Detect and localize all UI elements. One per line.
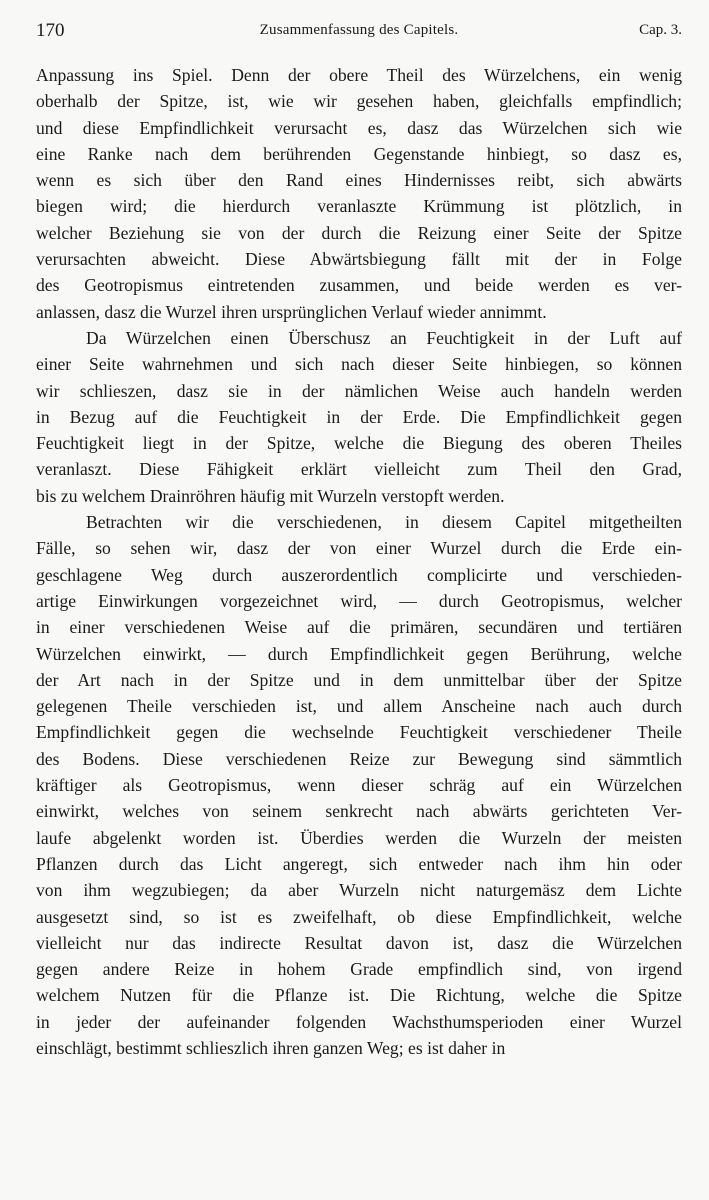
text-line: wenn es sich über den Rand eines Hindernisses reibt, sich abwärts: [36, 170, 682, 191]
text-line: vielleicht nur das indirecte Resultat davon ist, dasz die Würzelchen: [36, 932, 682, 953]
text-line: von ihm wegzubiegen; da aber Wurzeln nicht naturgemäsz dem Lichte: [36, 880, 682, 901]
text-line: Da Würzelchen einen Überschusz an Feuchtigkeit in der Luft auf: [86, 327, 682, 348]
text-line: Anpassung ins Spiel. Denn der obere Theil des Würzelchens, ein wenig: [36, 65, 682, 85]
text-line: einschlägt, bestimmt schlieszlich ihren ganzen Weg; es ist daher in: [36, 1037, 506, 1058]
text-line: Feuchtigkeit liegt in der Spitze, welche die Biegung des oberen Theiles: [36, 433, 682, 454]
chapter-label: Cap. 3.: [639, 22, 682, 38]
text-line: wir schlieszen, dasz sie in der nämlichen Weise auch handeln werden: [36, 380, 682, 401]
text-line: der Art nach in der Spitze und in dem unmittelbar über der Spitze: [36, 669, 682, 690]
text-line: bis zu welchem Drainröhren häufig mit Wurzeln verstopft werden.: [36, 485, 505, 506]
text-line: eine Ranke nach dem berührenden Gegenstande hinbiegt, so dasz es,: [36, 143, 682, 164]
text-line: einer Seite wahrnehmen und sich nach dieser Seite hinbiegen, so können: [36, 354, 682, 375]
text-line: oberhalb der Spitze, ist, wie wir gesehen haben, gleichfalls empfindlich;: [36, 91, 682, 112]
text-line: und diese Empfindlichkeit verursacht es, dasz das Würzelchen sich wie: [36, 117, 682, 138]
text-line: in Bezug auf die Feuchtigkeit in der Erde. Die Empfindlichkeit gegen: [36, 406, 682, 427]
running-title: Zusammenfassung des Capitels.: [259, 22, 459, 38]
text-line: Empfindlichkeit gegen die wechselnde Feuchtigkeit verschiedener Theile: [36, 722, 682, 743]
text-line: einwirkt, welches von seinem senkrecht nach abwärts gerichteten Ver-: [36, 801, 682, 822]
page-number: 170: [36, 20, 65, 41]
body-text: [36, 62, 682, 1061]
text-line: anlassen, dasz die Wurzel ihren ursprünglichen Verlauf wieder annimmt.: [36, 301, 547, 322]
text-line: geschlagene Weg durch auszerordentlich complicirte und verschieden-: [36, 564, 682, 585]
text-line: welcher Beziehung sie von der durch die Reizung einer Seite der Spitze: [36, 222, 682, 243]
text-line: verursachten abweicht. Diese Abwärtsbiegung fällt mit der in Folge: [36, 249, 682, 270]
text-line: welchem Nutzen für die Pflanze ist. Die Richtung, welche die Spitze: [36, 985, 682, 1006]
page-header: [36, 18, 682, 46]
text-line: des Geotropismus eintretenden zusammen, und beide werden es ver-: [36, 275, 682, 296]
text-line: in jeder der aufeinander folgenden Wachsthumsperioden einer Wurzel: [36, 1011, 682, 1032]
text-line: artige Einwirkungen vorgezeichnet wird, — durch Geotropismus, welcher: [36, 590, 682, 611]
text-line: veranlaszt. Diese Fähigkeit erklärt vielleicht zum Theil den Grad,: [36, 459, 682, 480]
text-line: gelegenen Theile verschieden ist, und allem Anscheine nach auch durch: [36, 696, 682, 717]
paragraph: [36, 509, 682, 1061]
text-line: Fälle, so sehen wir, dasz der von einer Wurzel durch die Erde ein-: [36, 538, 682, 559]
text-line: Würzelchen einwirkt, — durch Empfindlichkeit gegen Berührung, welche: [36, 643, 682, 664]
text-line: kräftiger als Geotropismus, wenn dieser schräg auf ein Würzelchen: [36, 775, 682, 796]
text-line: laufe abgelenkt worden ist. Überdies werden die Wurzeln der meisten: [36, 827, 682, 848]
paragraph: [36, 62, 682, 325]
text-line: ausgesetzt sind, so ist es zweifelhaft, ob diese Empfindlichkeit, welche: [36, 906, 682, 927]
text-line: in einer verschiedenen Weise auf die primären, secundären und tertiären: [36, 617, 682, 638]
text-line: des Bodens. Diese verschiedenen Reize zur Bewegung sind sämmtlich: [36, 748, 682, 769]
text-line: Pflanzen durch das Licht angeregt, sich entweder nach ihm hin oder: [36, 853, 682, 874]
paragraph: [36, 325, 682, 509]
text-line: biegen wird; die hierdurch veranlaszte Krümmung ist plötzlich, in: [36, 196, 682, 217]
text-line: gegen andere Reize in hohem Grade empfindlich sind, von irgend: [36, 959, 682, 980]
text-line: Betrachten wir die verschiedenen, in diesem Capitel mitgetheilten: [86, 512, 682, 533]
